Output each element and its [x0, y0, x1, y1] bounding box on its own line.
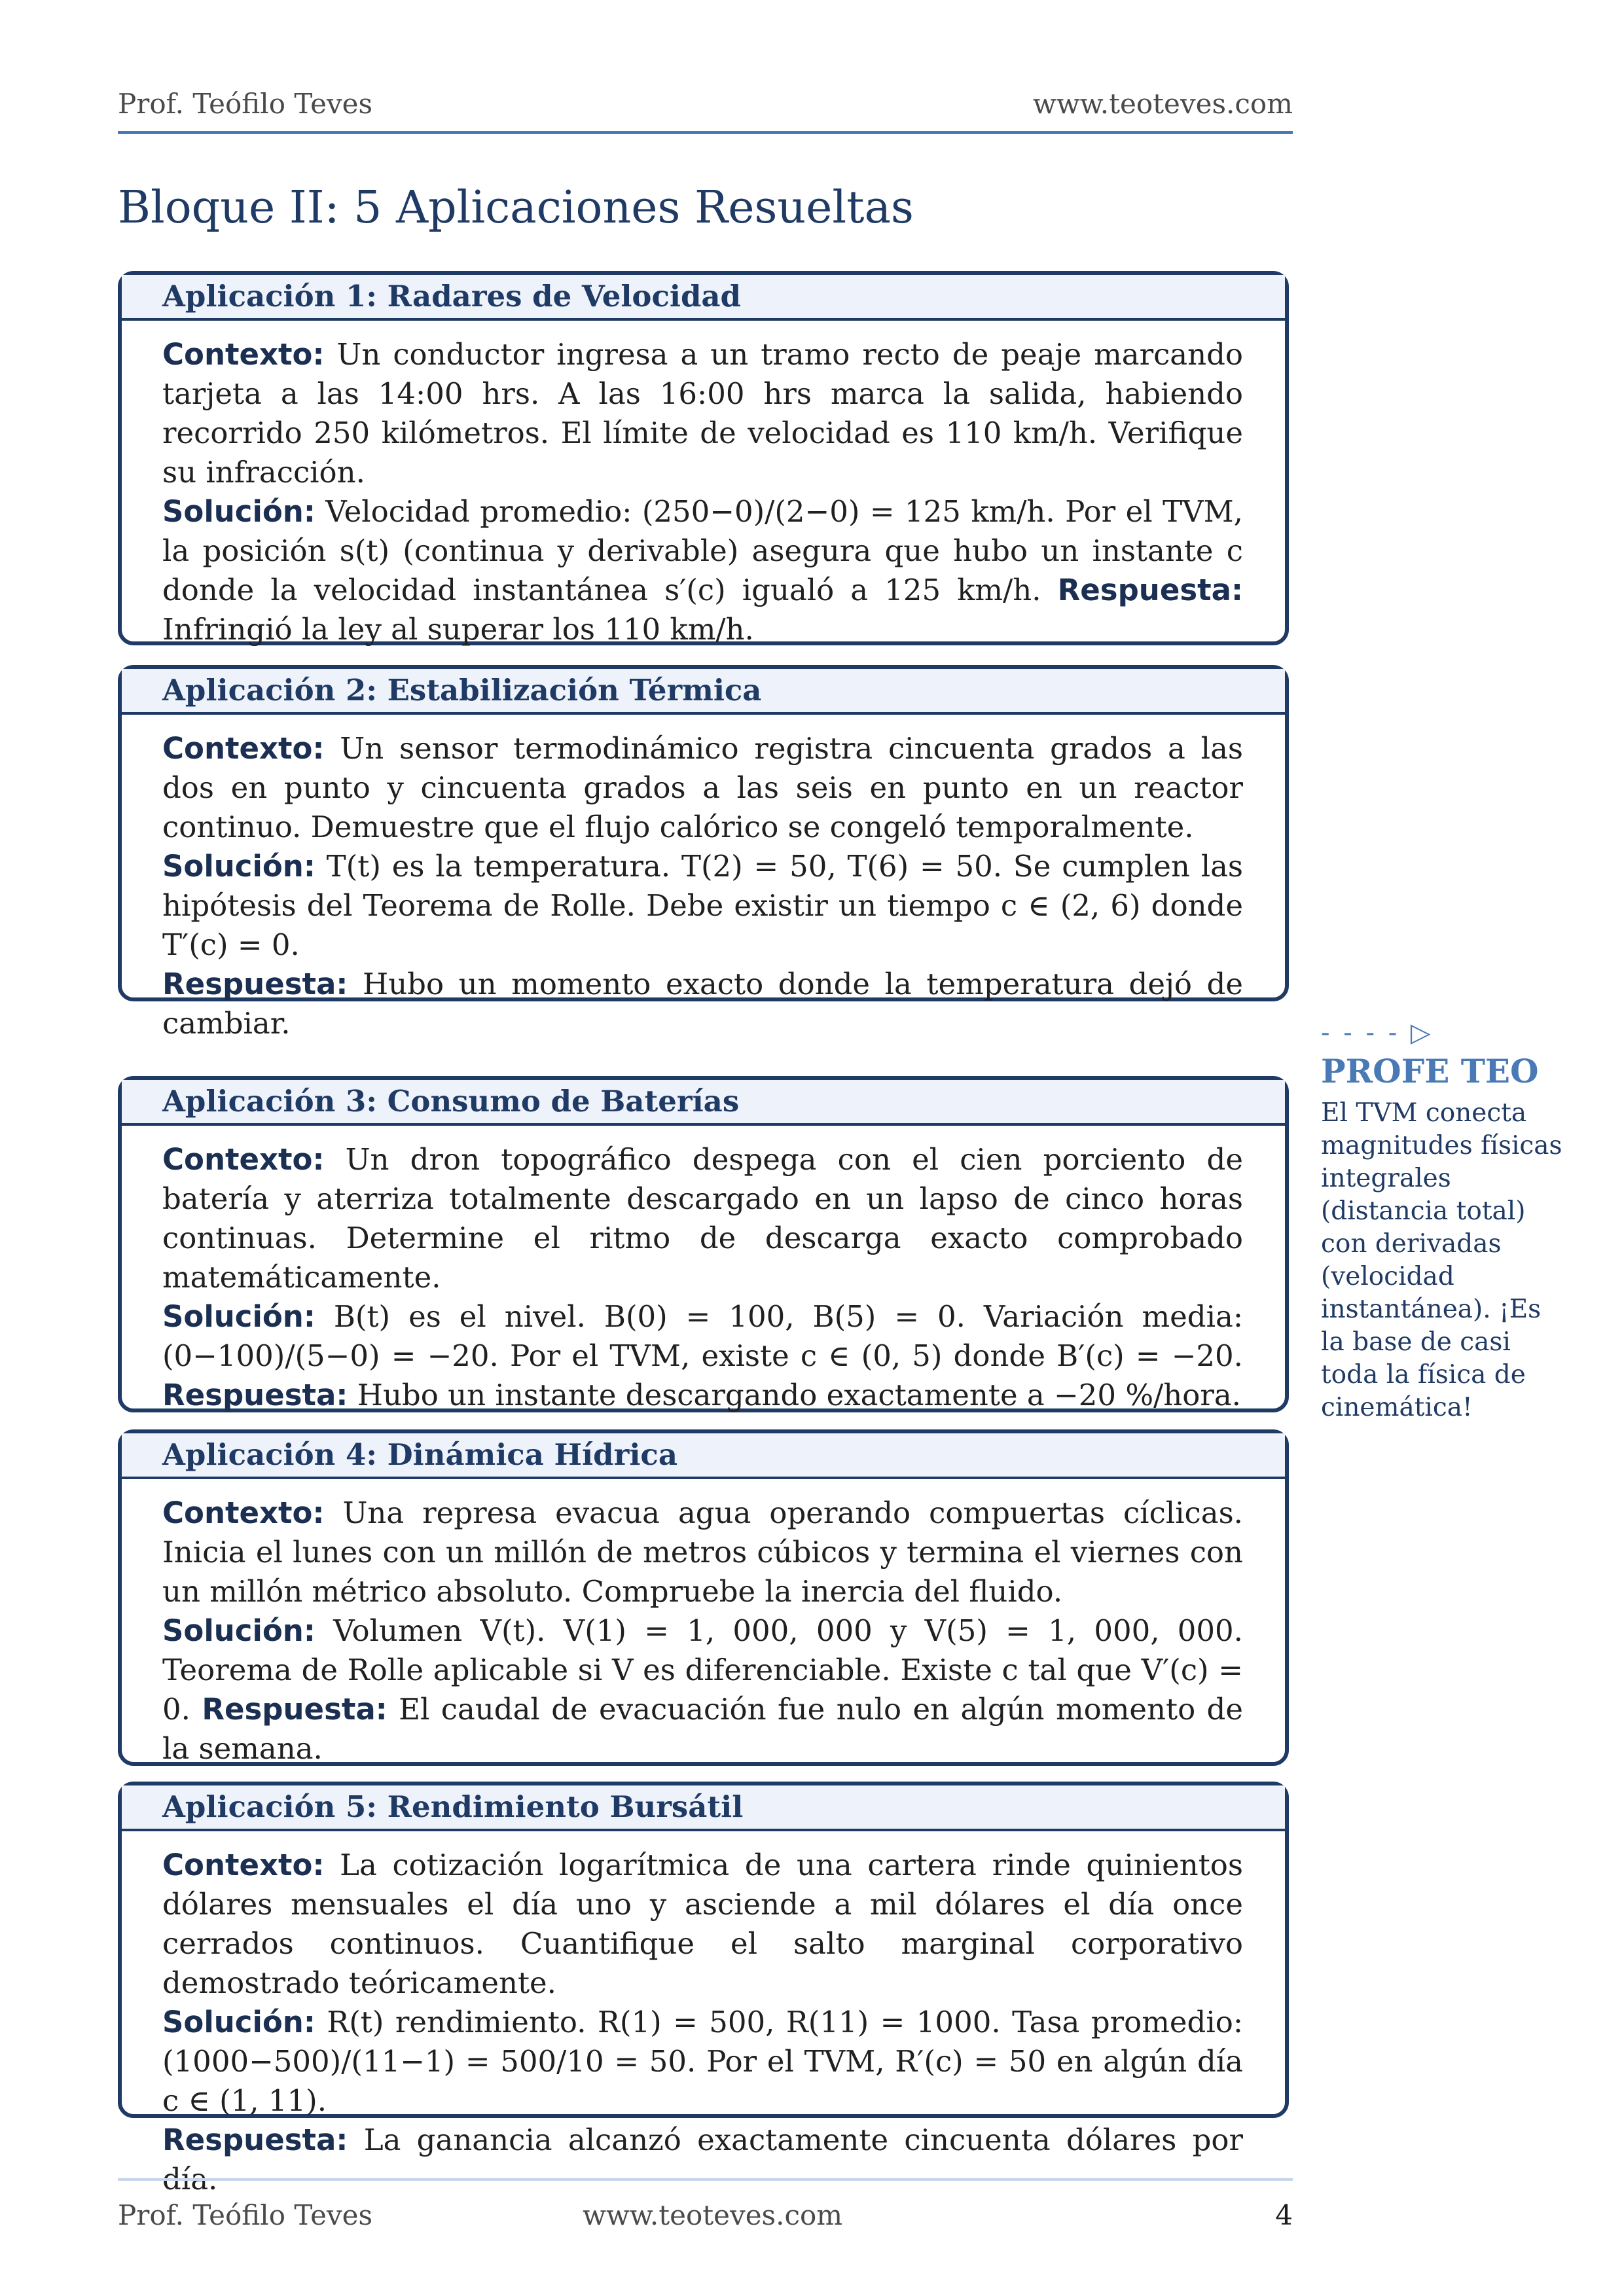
solution-text: R(t) rendimiento. R(1) = 500, R(11) = 1000. Tasa promedio: (1000−500)/(11−1) = 500/10 = 50. Por el TVM, R′(c) = 50 en algún día c ∈ (1, 11).: [162, 2005, 1243, 2118]
page-header: [118, 82, 1293, 134]
solution-label: Solución:: [162, 2005, 316, 2039]
card-title: Aplicación 2: Estabilización Térmica: [122, 669, 1285, 715]
context-label: Contexto:: [162, 1496, 325, 1530]
application-card-4: [118, 1429, 1289, 1766]
answer-text: El caudal de evacuación fue nulo en algún momento de la semana.: [162, 1692, 1243, 1766]
solution-text: Volumen V(t). V(1) = 1, 000, 000 y V(5) = 1, 000, 000. Teorema de Rolle aplicable si V es diferenciable. Existe c tal que V′(c) = 0.: [162, 1613, 1243, 1727]
solution-label: Solución:: [162, 494, 316, 529]
page-title: Bloque II: 5 Aplicaciones Resueltas: [118, 182, 914, 234]
context-label: Contexto:: [162, 1848, 325, 1882]
context-text: Un conductor ingresa a un tramo recto de peaje marcando tarjeta a las 14:00 hrs. A las 16:00 hrs marca la salida, habiendo recorrido 250 kilómetros. El límite de velocidad es 110 km/h. Verifique su infracción.: [162, 337, 1243, 490]
context-text: Un dron topográfico despega con el cien porciento de batería y aterriza totalmente descargado en un lapso de cinco horas continuas. Determine el ritmo de descarga exacto comprobado matemáticamente.: [162, 1142, 1243, 1295]
header-website: www.teoteves.com: [1032, 88, 1293, 120]
context-label: Contexto:: [162, 1142, 325, 1177]
solution-label: Solución:: [162, 849, 316, 884]
margin-note-title: PROFE TEO: [1321, 1052, 1539, 1090]
card-title: Aplicación 4: Dinámica Hídrica: [122, 1433, 1285, 1479]
application-card-2: [118, 665, 1289, 1041]
application-card-3: [118, 1076, 1289, 1412]
answer-text: Hubo un momento exacto donde la temperatura dejó de cambiar.: [162, 967, 1243, 1041]
answer-text: La ganancia alcanzó exactamente cincuenta dólares por día.: [162, 2123, 1243, 2197]
answer-text: Hubo un instante descargando exactamente a −20 %/hora.: [357, 1378, 1241, 1412]
answer-label: Respuesta:: [202, 1692, 388, 1727]
context-text: Una represa evacua agua operando compuertas cíclicas. Inicia el lunes con un millón de metros cúbicos y termina el viernes con un millón métrico absoluto. Compruebe la inercia del fluido.: [162, 1496, 1243, 1609]
card-body: [122, 1479, 1285, 1768]
application-card-1: [118, 271, 1289, 645]
dotted-arrow-icon: - - - - ▷: [1321, 1018, 1434, 1048]
application-card-5: [118, 1782, 1289, 2197]
footer-author: Prof. Teófilo Teves: [118, 2199, 373, 2231]
card-title: Aplicación 3: Consumo de Baterías: [122, 1080, 1285, 1126]
page-number: 4: [1275, 2199, 1293, 2231]
card-body: [122, 715, 1285, 1043]
context-text: Un sensor termodinámico registra cincuenta grados a las dos en punto y cincuenta grados a las seis en punto en un reactor continuo. Demuestre que el flujo calórico se congeló temporalmente.: [162, 731, 1243, 844]
solution-label: Solución:: [162, 1299, 316, 1334]
answer-label: Respuesta:: [162, 1378, 348, 1412]
context-label: Contexto:: [162, 337, 325, 372]
context-label: Contexto:: [162, 731, 325, 766]
solution-text: Velocidad promedio: (250−0)/(2−0) = 125 km/h. Por el TVM, la posición s(t) (continua y derivable) asegura que hubo un instante c donde la velocidad instantánea s′(c) igualó a 125 km/h.: [162, 494, 1243, 607]
answer-label: Respuesta:: [162, 967, 348, 1001]
card-body: [122, 1831, 1285, 2199]
header-author: Prof. Teófilo Teves: [118, 88, 373, 120]
answer-text: Infringió la ley al superar los 110 km/h.: [162, 612, 754, 647]
answer-label: Respuesta:: [162, 2123, 348, 2157]
solution-label: Solución:: [162, 1613, 316, 1648]
card-body: [122, 321, 1285, 649]
margin-note-text: El TVM conecta magnitudes físicas integrales (distancia total) con derivadas (velocidad instantánea). ¡Es la base de casi toda la física de cinemática!: [1321, 1098, 1562, 1422]
solution-text: T(t) es la temperatura. T(2) = 50, T(6) = 50. Se cumplen las hipótesis del Teorema de Rolle. Debe existir un tiempo c ∈ (2, 6) donde T′(c) = 0.: [162, 849, 1244, 962]
card-title: Aplicación 1: Radares de Velocidad: [122, 275, 1285, 321]
card-body: [122, 1126, 1285, 1415]
solution-text: B(t) es el nivel. B(0) = 100, B(5) = 0. Variación media: (0−100)/(5−0) = −20. Por el TVM, existe c ∈ (0, 5) donde B′(c) = −20.: [162, 1299, 1243, 1373]
answer-label: Respuesta:: [1057, 573, 1243, 607]
page-footer: [118, 2178, 1293, 2240]
footer-website: www.teoteves.com: [583, 2199, 843, 2231]
margin-note: [1321, 1018, 1570, 1424]
context-text: La cotización logarítmica de una cartera rinde quinientos dólares mensuales el día uno y asciende a mil dólares el día once cerrados continuos. Cuantifique el salto marginal corporativo demostrado teóricamente.: [162, 1848, 1243, 2000]
card-title: Aplicación 5: Rendimiento Bursátil: [122, 1785, 1285, 1831]
